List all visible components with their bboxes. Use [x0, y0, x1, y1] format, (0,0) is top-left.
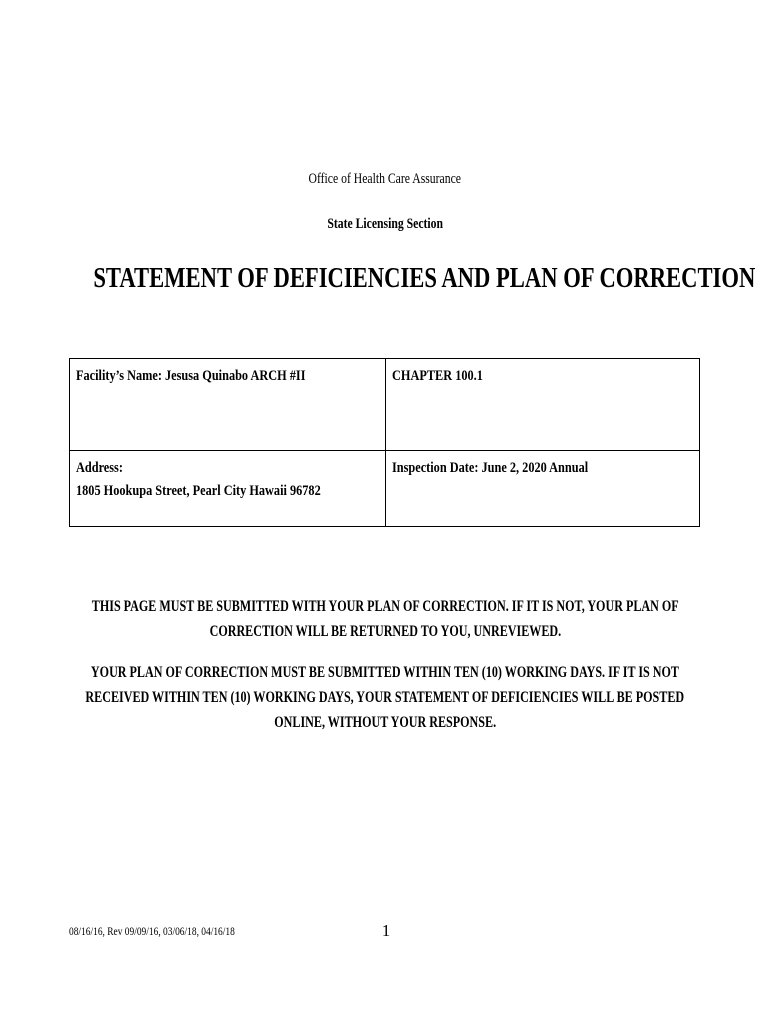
section-name-text: State Licensing Section	[327, 216, 443, 232]
inspection-date-cell	[385, 451, 699, 527]
revision-dates	[69, 926, 271, 938]
inspection-date: Inspection Date: June 2, 2020 Annual	[391, 460, 589, 476]
deadline-notice	[0, 660, 770, 735]
chapter-label: CHAPTER 100.1	[391, 368, 483, 384]
facility-info-table	[69, 358, 700, 527]
chapter-cell	[385, 359, 699, 451]
office-name-text: Office of Health Care Assurance	[308, 171, 462, 187]
revision-dates-text: 08/16/16, Rev 09/09/16, 03/06/18, 04/16/18	[69, 926, 235, 938]
submission-notice-line: THIS PAGE MUST BE SUBMITTED WITH YOUR PLAN OF CORRECTION. IF IT IS NOT, YOUR PLAN OF	[91, 598, 679, 615]
deadline-notice-line: RECEIVED WITHIN TEN (10) WORKING DAYS, YOUR STATEMENT OF DEFICIENCIES WILL BE POSTED	[85, 689, 685, 706]
facility-info-row	[70, 451, 700, 527]
address-cell	[70, 451, 386, 527]
submission-notice-line: CORRECTION WILL BE RETURNED TO YOU, UNREVIEWED.	[209, 623, 561, 640]
facility-name: Facility’s Name: Jesusa Quinabo ARCH #II	[76, 368, 306, 384]
address-value: 1805 Hookupa Street, Pearl City Hawaii 96782	[76, 483, 321, 499]
submission-notice	[0, 594, 770, 644]
address-label: Address:	[76, 460, 123, 476]
page-number: 1	[381, 921, 391, 940]
facility-name-cell	[70, 359, 386, 451]
deadline-notice-line: YOUR PLAN OF CORRECTION MUST BE SUBMITTED WITHIN TEN (10) WORKING DAYS. IF IT IS NOT	[90, 664, 680, 681]
document-title-text: STATEMENT OF DEFICIENCIES AND PLAN OF CORRECTION	[93, 262, 756, 294]
facility-info-row	[70, 359, 700, 451]
office-name	[0, 171, 770, 188]
document-title	[0, 262, 770, 295]
section-name	[0, 216, 770, 233]
deadline-notice-line: ONLINE, WITHOUT YOUR RESPONSE.	[274, 714, 496, 731]
